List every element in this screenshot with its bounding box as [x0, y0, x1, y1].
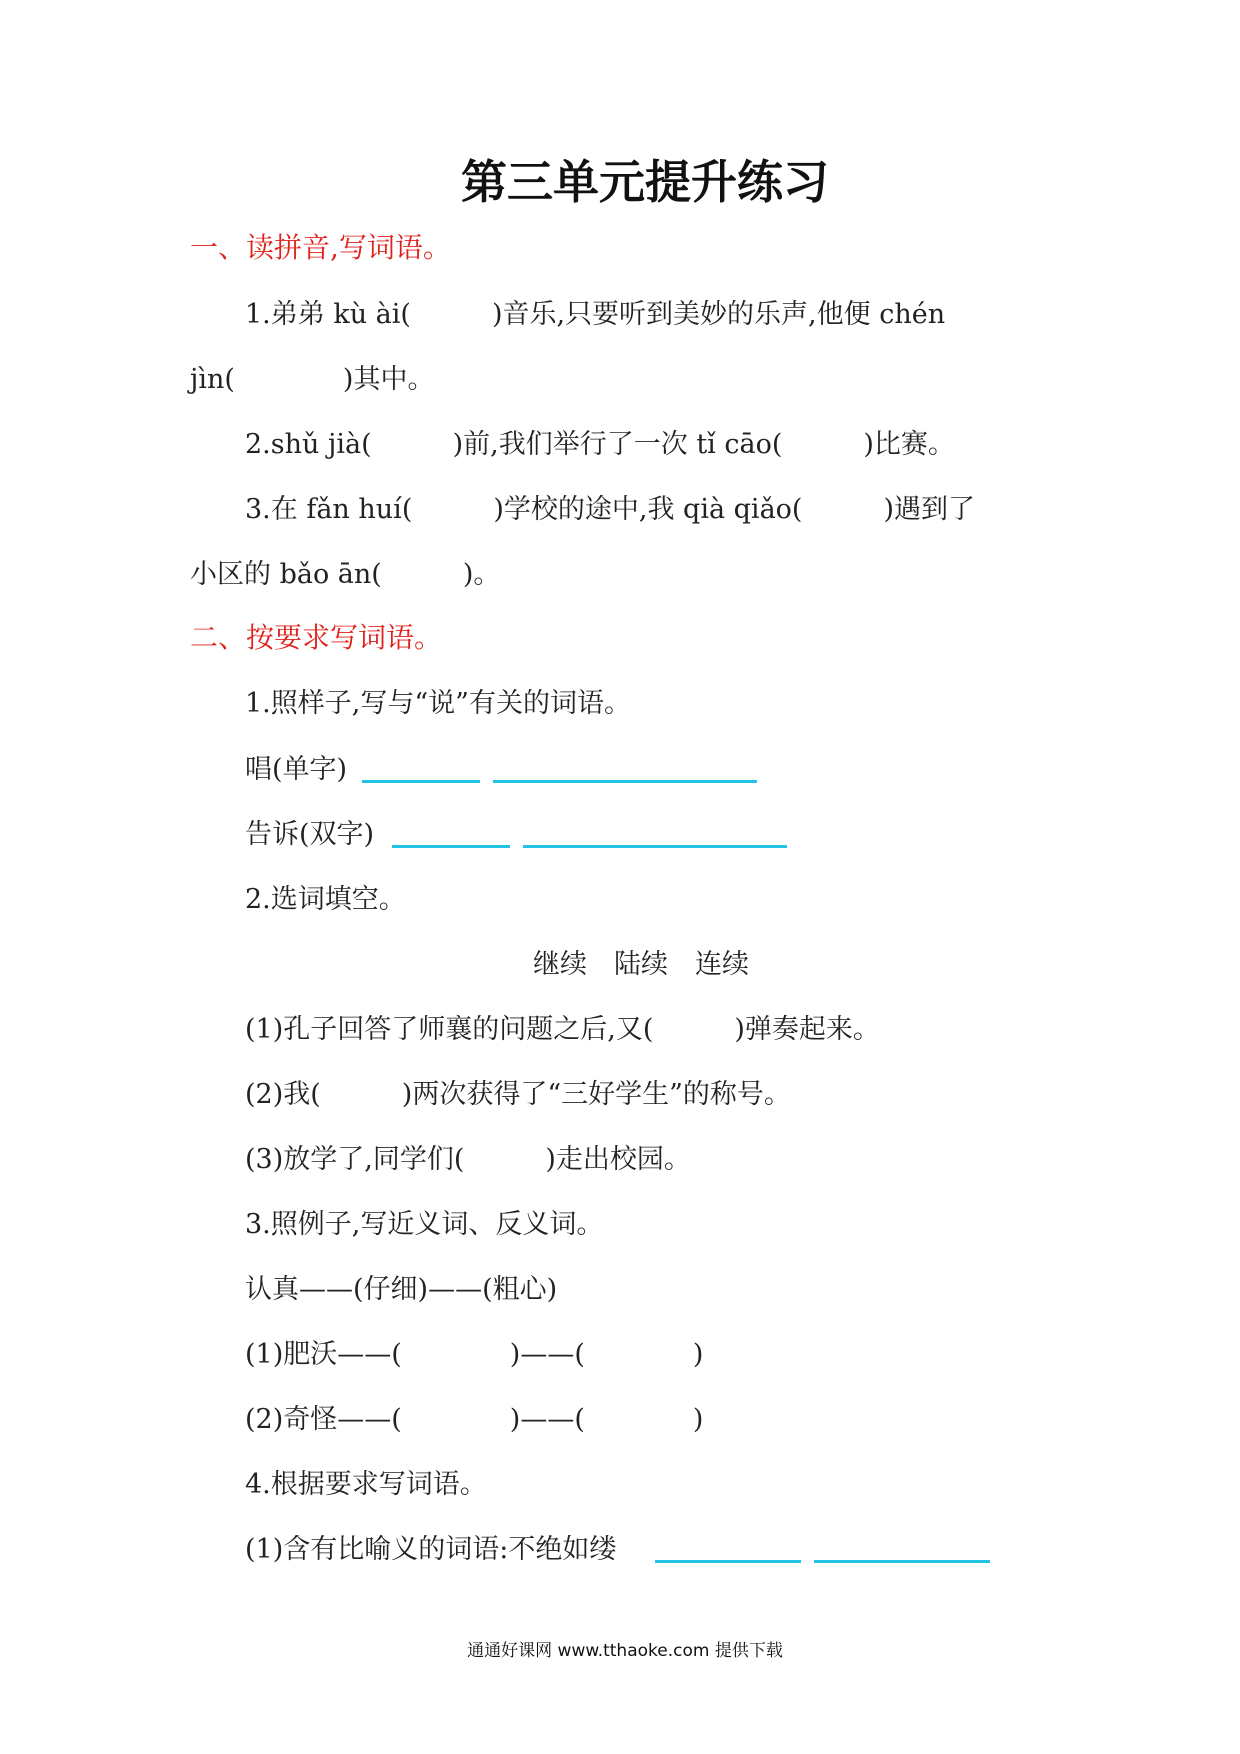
section-2-heading: 二、按要求写词语。: [190, 621, 443, 654]
answer-line[interactable]: [814, 1560, 990, 1563]
s1-q2: 2.shǔ jià( )前,我们举行了一次 tǐ cāo( )比赛。: [245, 429, 955, 460]
s2-q3-heading: 3.照例子,写近义词、反义词。: [245, 1209, 604, 1240]
s2-q4-heading: 4.根据要求写词语。: [245, 1469, 487, 1500]
footer-credit: 通通好课网 www.tthaoke.com 提供下载: [467, 1641, 783, 1661]
s1-q3-line2: 小区的 bǎo ān( )。: [190, 559, 501, 590]
s2-q2-options: 继续 陆续 连续: [533, 949, 749, 980]
s2-q2-heading: 2.选词填空。: [245, 884, 406, 915]
s2-q1-heading: 1.照样子,写与“说”有关的词语。: [245, 688, 631, 719]
s1-q1-line1: 1.弟弟 kù ài( )音乐,只要听到美妙的乐声,他便 chén: [245, 299, 946, 330]
section-1-heading: 一、读拼音,写词语。: [190, 231, 451, 264]
s2-q3-item1: (1)肥沃——( )——( ): [245, 1339, 704, 1370]
answer-line[interactable]: [493, 780, 757, 783]
answer-line[interactable]: [655, 1560, 801, 1563]
page-title: 第三单元提升练习: [461, 155, 829, 209]
s2-q2-item2: (2)我( )两次获得了“三好学生”的称号。: [245, 1079, 791, 1110]
answer-line[interactable]: [523, 845, 787, 848]
s1-q1-line2: jìn( )其中。: [190, 364, 435, 395]
s2-q2-item3: (3)放学了,同学们( )走出校园。: [245, 1144, 691, 1175]
s2-q2-item1: (1)孔子回答了师襄的问题之后,又( )弹奏起来。: [245, 1014, 880, 1045]
s2-q1-double-label: 告诉(双字): [245, 819, 375, 850]
s1-q3-line1: 3.在 fǎn huí( )学校的途中,我 qià qiǎo( )遇到了: [245, 494, 975, 525]
s2-q3-item2: (2)奇怪——( )——( ): [245, 1404, 704, 1435]
s2-q1-single-label: 唱(单字): [245, 754, 348, 785]
answer-line[interactable]: [392, 845, 510, 848]
s2-q3-example: 认真——(仔细)——(粗心): [245, 1274, 558, 1305]
s2-q4-item1: (1)含有比喻义的词语:不绝如缕: [245, 1534, 617, 1565]
answer-line[interactable]: [362, 780, 480, 783]
